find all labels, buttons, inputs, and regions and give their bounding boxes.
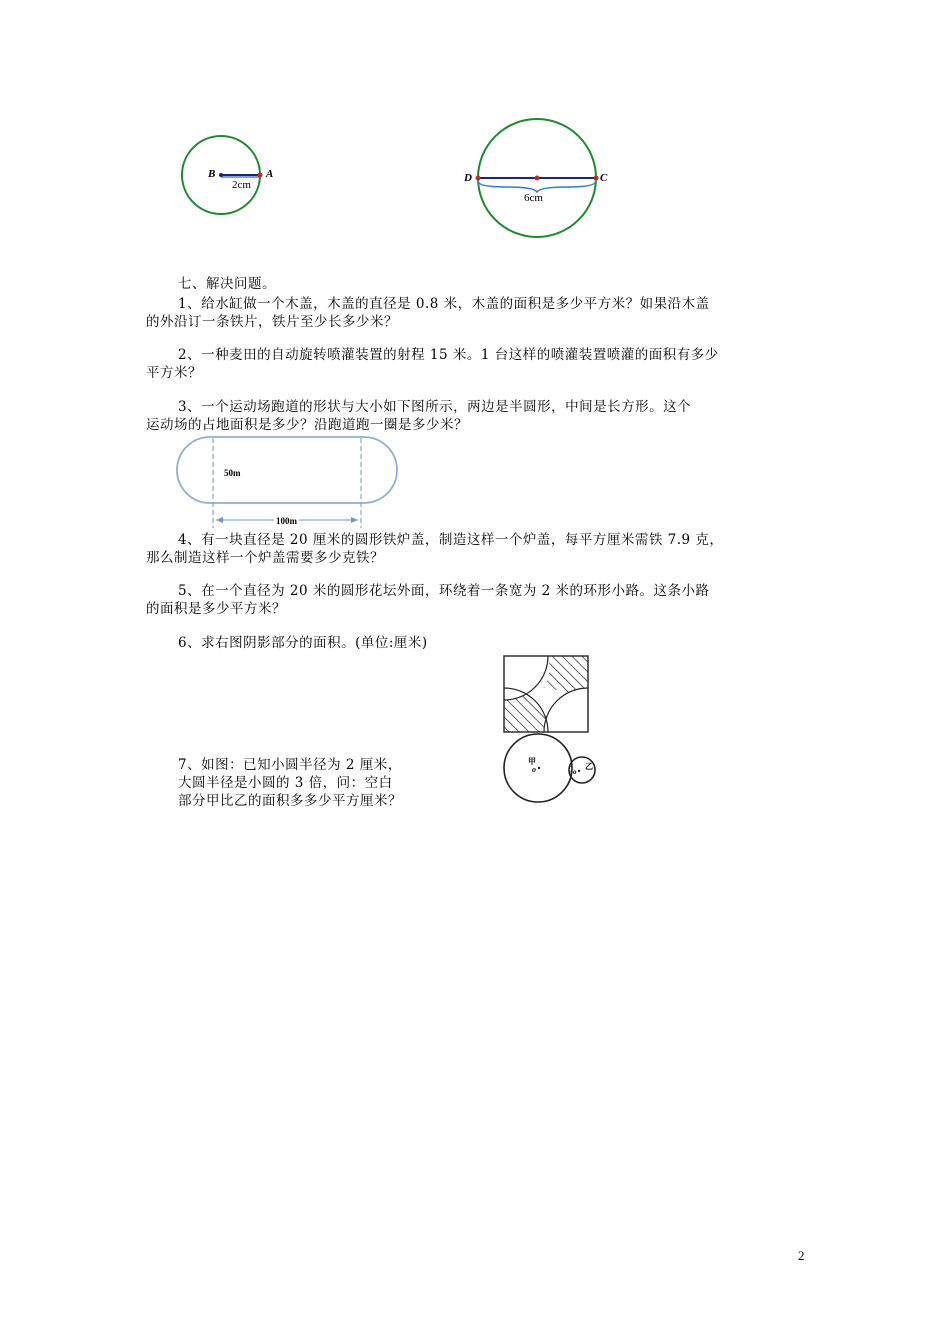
problem-2-line-1: 2、一种麦田的自动旋转喷灌装置的射程 15 米。1 台这样的喷灌装置喷灌的面积有多少 bbox=[178, 347, 719, 363]
figure-running-track bbox=[176, 436, 402, 530]
problem-4-line-1: 4、有一块直径是 20 厘米的圆形铁炉盖，制造这样一个炉盖，每平方厘米需铁 7.9 克， bbox=[178, 532, 724, 548]
problem-1-line-1: 1、给水缸做一个木盖，木盖的直径是 0.8 米，木盖的面积是多少平方米？如果沿木盖 bbox=[178, 296, 710, 312]
point-a-label: A bbox=[266, 168, 274, 180]
small-circle-label: 乙 bbox=[585, 762, 593, 771]
problem-3-line-1: 3、一个运动场跑道的形状与大小如下图所示，两边是半圆形，中间是长方形。这个 bbox=[178, 399, 692, 415]
problem-5-line-1: 5、在一个直径为 20 米的圆形花坛外面，环绕着一条宽为 2 米的环形小路。这条小路 bbox=[178, 583, 710, 599]
figure-circle-diameter bbox=[460, 115, 620, 245]
circle-diameter-svg bbox=[460, 115, 620, 245]
problem-7-line-2: 大圆半径是小圆的 3 倍，问：空白 bbox=[178, 775, 393, 791]
big-circle-label: 甲 bbox=[528, 757, 536, 766]
point-c-label: C bbox=[600, 172, 608, 184]
problem-4-line-2: 那么制造这样一个炉盖需要多少克铁？ bbox=[146, 550, 384, 566]
problem-6-line-1: 6、求右图阴影部分的面积。(单位:厘米) bbox=[178, 635, 428, 651]
circle-radius-svg bbox=[170, 128, 280, 228]
point-b-label: B bbox=[208, 168, 216, 180]
big-circle-center: o bbox=[532, 765, 536, 774]
figure-shaded-square bbox=[500, 654, 592, 736]
problem-2-line-2: 平方米？ bbox=[146, 365, 202, 381]
shaded-square-svg bbox=[500, 654, 592, 736]
problem-7-line-1: 7、如图：已知小圆半径为 2 厘米， bbox=[178, 757, 402, 773]
small-circle-center: o bbox=[573, 768, 577, 776]
problem-3-line-2: 运动场的占地面积是多少？沿跑道跑一圈是多少米？ bbox=[146, 417, 468, 433]
figure-circle-radius bbox=[170, 128, 280, 228]
track-length-label: 100m bbox=[276, 516, 297, 526]
track-width-label: 50m bbox=[224, 468, 241, 478]
problem-7-line-3: 部分甲比乙的面积多多少平方厘米？ bbox=[178, 793, 402, 809]
page-number: 2 bbox=[798, 1248, 805, 1263]
problem-5-line-2: 的面积是多少平方米？ bbox=[146, 601, 286, 617]
radius-label: 2cm bbox=[232, 179, 251, 191]
point-d-label: D bbox=[464, 172, 472, 184]
diameter-label: 6cm bbox=[524, 192, 543, 204]
problem-1-line-2: 的外沿订一条铁片，铁片至少长多少米？ bbox=[146, 314, 398, 330]
section-title: 七、解决问题。 bbox=[178, 276, 276, 292]
figure-two-circles bbox=[500, 730, 605, 810]
